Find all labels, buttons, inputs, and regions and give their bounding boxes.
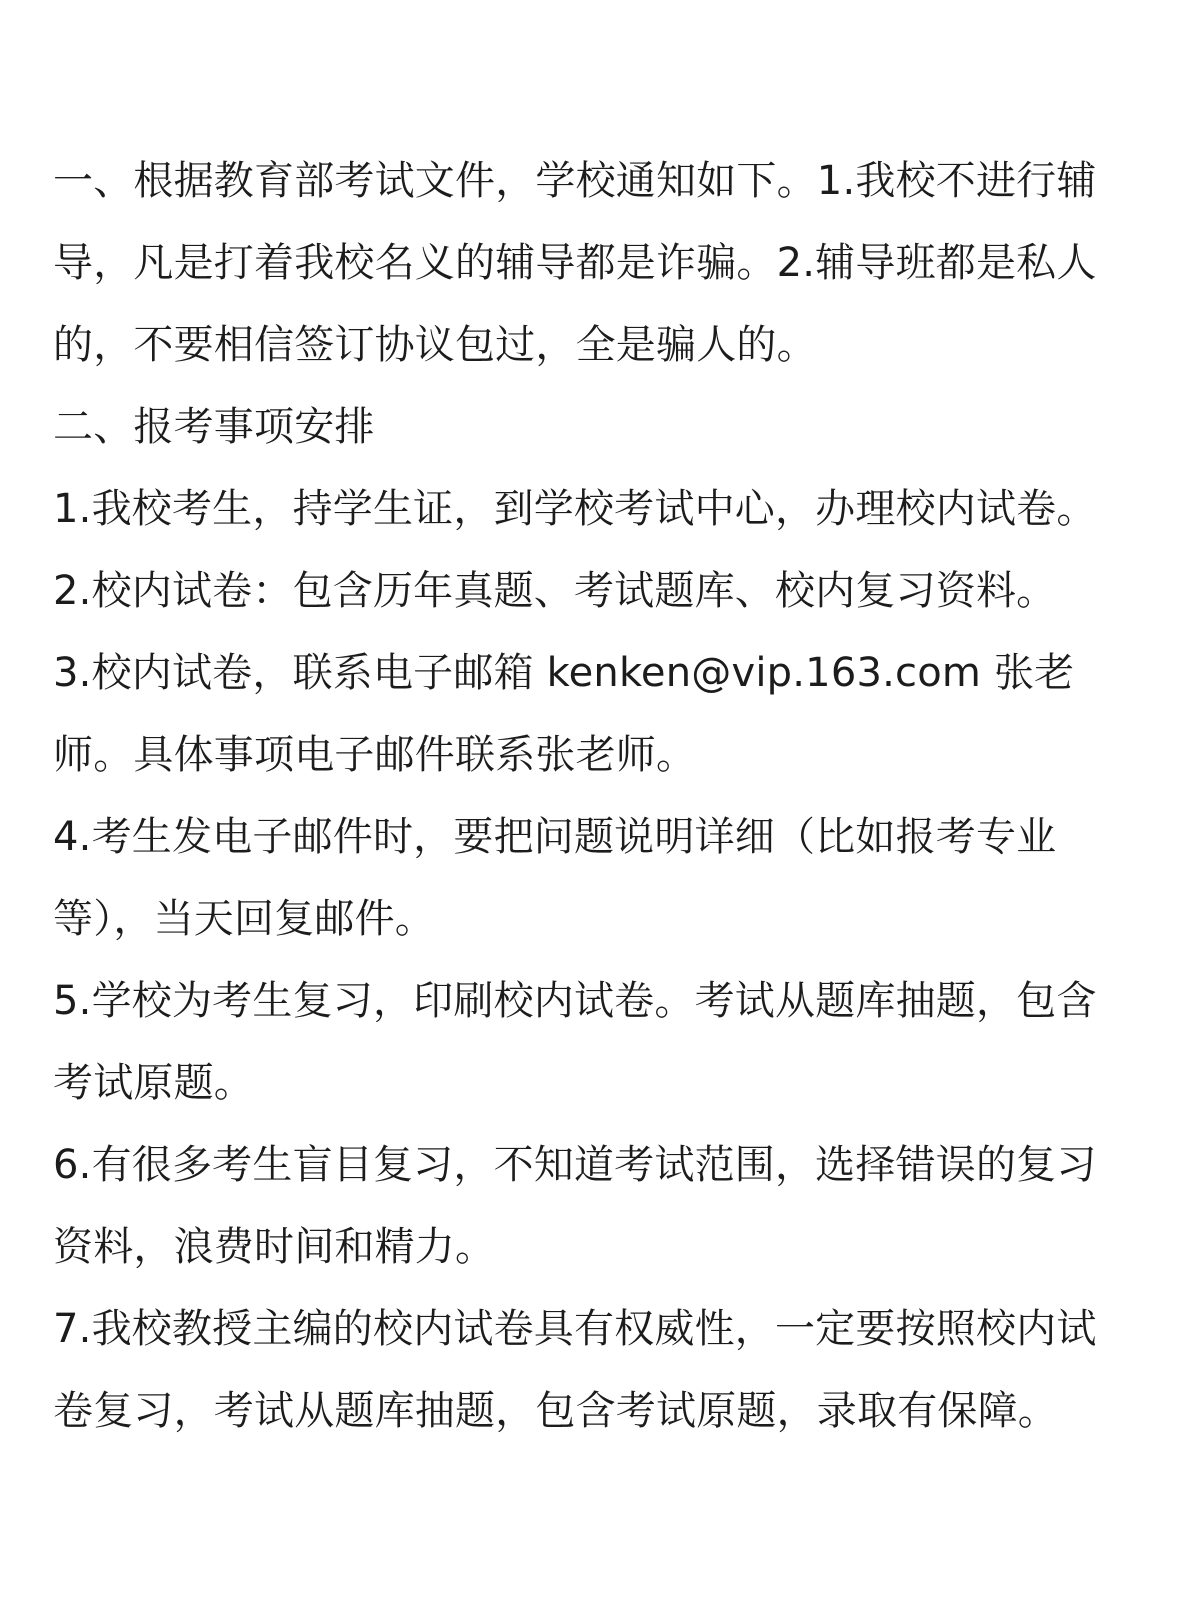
list-item: 6.有很多考生盲目复习，不知道考试范围，选择错误的复习资料，浪费时间和精力。 bbox=[53, 1142, 1097, 1270]
section-heading: 二、报考事项安排 bbox=[53, 404, 375, 450]
paragraph-intro: 一、根据教育部考试文件，学校通知如下。1.我校不进行辅导，凡是打着我校名义的辅导都是诈骗。2.辅导班都是私人的，不要相信签订协议包过，全是骗人的。 bbox=[53, 158, 1097, 368]
list-item: 5.学校为考生复习，印刷校内试卷。考试从题库抽题，包含考试原题。 bbox=[53, 978, 1097, 1106]
list-item: 2.校内试卷：包含历年真题、考试题库、校内复习资料。 bbox=[53, 568, 1057, 614]
list-item: 3.校内试卷，联系电子邮箱 kenken@vip.163.com 张老师。具体事项电子邮件联系张老师。 bbox=[53, 650, 1075, 778]
list-item: 1.我校考生，持学生证，到学校考试中心，办理校内试卷。 bbox=[53, 486, 1097, 532]
list-item: 4.考生发电子邮件时，要把问题说明详细（比如报考专业等），当天回复邮件。 bbox=[53, 814, 1057, 942]
list-item: 7.我校教授主编的校内试卷具有权威性，一定要按照校内试卷复习，考试从题库抽题，包含考试原题，录取有保障。 bbox=[53, 1306, 1097, 1434]
